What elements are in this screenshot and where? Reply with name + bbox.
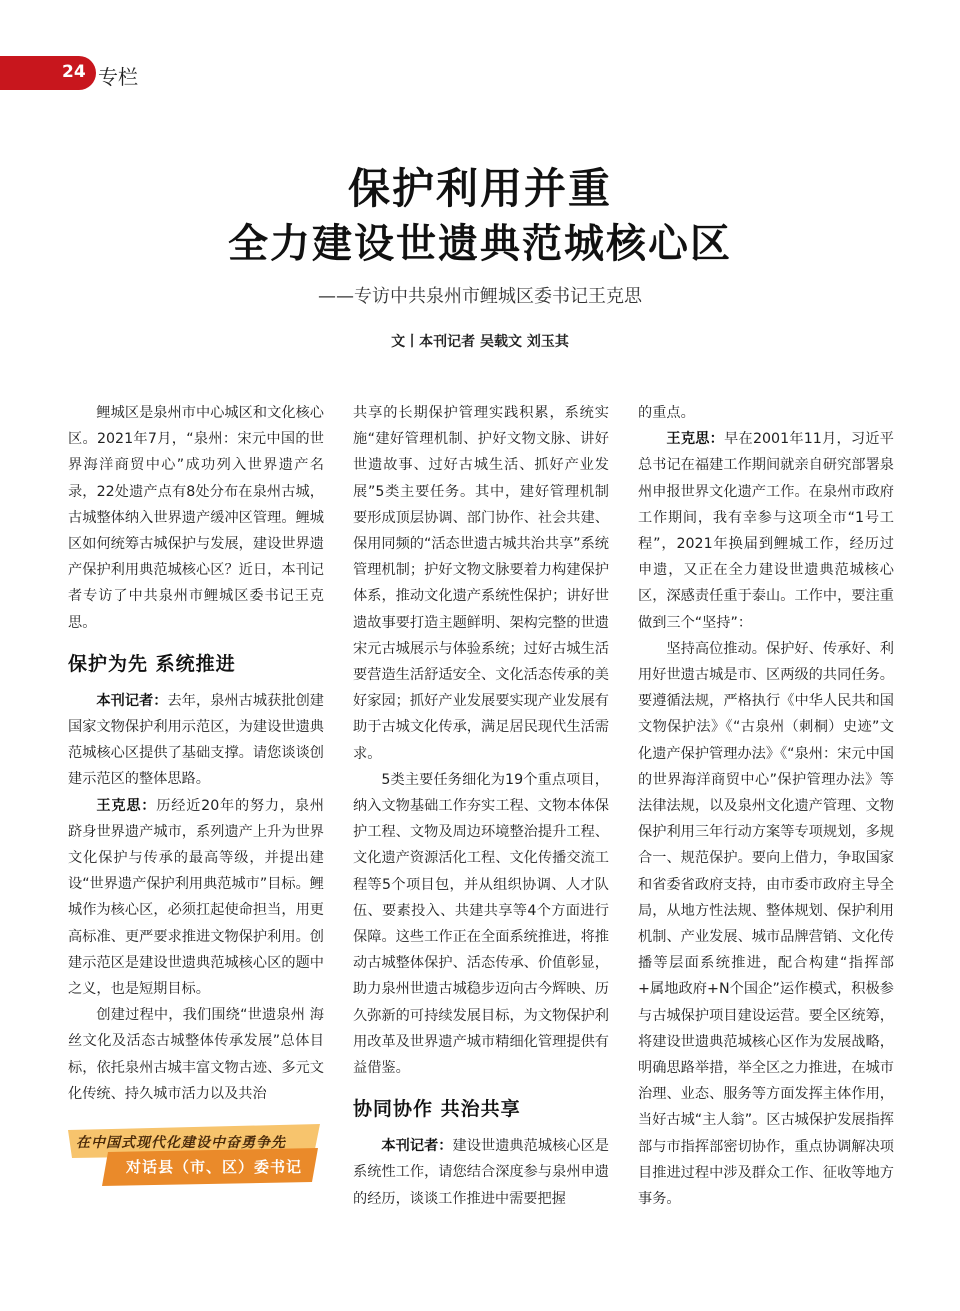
paragraph xyxy=(638,636,894,1212)
article-byline: 文丨本刊记者 吴载文 刘玉其 xyxy=(391,334,569,350)
section-heading-1: 保护为先 系统推进 xyxy=(68,652,236,675)
article-subtitle: ——专访中共泉州市鲤城区委书记王克思 xyxy=(318,286,642,307)
intro-paragraph: 鲤城区是泉州市中心城区和文化核心区。2021年7月，“泉州：宋元中国的世界海洋商贸中心”成功列入世界遗产名录，22处遗产点有8处分布在泉州古城，古城整体纳入世界遗产缓冲区管理。鲤城区如何统筹古城保护与发展，建设世界遗产保护利用典范城核心区？近日，本刊记者专访了中共泉州市鲤城区委书记王克思。 xyxy=(68,405,324,631)
section-label: 专栏 xyxy=(98,65,138,89)
banner-line2: 对话县（市、区）委书记 xyxy=(126,1158,303,1176)
answer-2 xyxy=(638,426,894,636)
paragraph-text: 保护好、传承好、利用好世遗古城是市、区两级的共同任务。要遵循法规，严格执行《中华人民共和国文物保护法》《“古泉州（刺桐）史迹”文化遗产保护管理办法》《“泉州：宋元中国的世界海洋商贸中心”保护管理办法》等法律法规，以及泉州文化遗产管理、文物保护利用三年行动方案等专项规划，多规合一、规范保护。要向上借力，争取国家和省委省政府支持，由市委市政府主导全局，从地方性法规、整体规划、保护利用机制、产业发展、城市品牌营销、文化传播等层面系统推进，配合构建“指挥部+属地政府+N个国企”运作模式，积极参与古城保护项目建设运营。要全区统筹，将建设世遗典范城核心区作为发展战略，明确思路举措，举全区之力推进，在城市治理、业态、服务等方面发挥主体作用，当好古城“主人翁”。区古城保护发展指挥部与市指挥部密切协作，重点协调解决项目推进过程中涉及群众工作、征收等地方事务。 xyxy=(638,640,894,1208)
lead-phrase: 坚持高位推动。 xyxy=(666,640,766,657)
paragraph: 5类主要任务细化为19个重点项目，纳入文物基础工作夯实工程、文物本体保护工程、文物及周边环境整治提升工程、文化遗产资源活化工程、文化传播交流工程等5个项目包，并从组织协调、人才队伍、要素投入、共建共享等4个方面进行保障。这些工作正在全面系统推进，将推动古城整体保护、活态传承、价值彰显，助力泉州世遗古城稳步迈向古今辉映、历久弥新的可持续发展目标，为文物保护利用改革及世界遗产城市精细化管理提供有益借鉴。 xyxy=(353,771,609,1077)
question-1-text: 去年，泉州古城获批创建国家文物保护利用示范区，为建设世遗典范城核心区提供了基础支撑。请您谈谈创建示范区的整体思路。 xyxy=(68,692,324,788)
section-heading-2: 协同协作 共治共享 xyxy=(353,1098,521,1121)
column-3 xyxy=(638,400,894,1212)
answer-2-text: 早在2001年11月，习近平总书记在福建工作期间就亲自研究部署泉州申报世界文化遗产工作。在泉州市政府工作期间，我有幸参与这项全市“1号工程”，2021年换届到鲤城工作，经历过申遗，又正在全力建设世遗典范城核心区，深感责任重于泰山。工作中，要注重做到三个“坚持”： xyxy=(638,431,894,631)
question-1 xyxy=(68,688,324,793)
banner-line1: 在中国式现代化建设中奋勇争先 xyxy=(76,1135,286,1151)
answer-2-speaker: 王克思： xyxy=(666,431,725,448)
answer-1 xyxy=(68,793,324,1003)
article-title-line2: 全力建设世遗典范城核心区 xyxy=(228,221,732,267)
question-1-speaker: 本刊记者： xyxy=(96,692,168,709)
column-1 xyxy=(68,400,324,1107)
question-2 xyxy=(353,1133,609,1212)
paragraph: 共享的长期保护管理实践积累，系统实施“建好管理机制、护好文物文脉、讲好世遗故事、过好古城生活、抓好产业发展”5类主要任务。其中，建好管理机制要形成顶层协调、部门协作、社会共建、保用同频的“活态世遗古城共治共享”系统管理机制；护好文物文脉要着力构建保护体系，推动文化遗产系统性保护；讲好世遗故事要打造主题鲜明、架构完整的世遗宋元古城展示与体验系统；过好古城生活要营造生活舒适安全、文化活态传承的美好家园；抓好产业发展要实现产业发展有助于古城文化传承，满足居民现代生活需求。 xyxy=(353,405,609,762)
question-2-speaker: 本刊记者： xyxy=(381,1138,453,1155)
series-banner xyxy=(68,1124,320,1186)
paragraph: 创建过程中，我们围绕“世遗泉州 海丝文化及活态古城整体传承发展”总体目标，依托泉州古城丰富文物古迹、多元文化传统、持久城市活力以及共治 xyxy=(68,1007,324,1102)
paragraph: 的重点。 xyxy=(638,405,695,421)
question-2-text: 建设世遗典范城核心区是系统性工作，请您结合深度参与泉州申遗的经历，谈谈工作推进中需要把握 xyxy=(353,1138,609,1207)
article-title-line1: 保护利用并重 xyxy=(347,164,612,213)
answer-1-speaker: 王克思： xyxy=(96,797,157,814)
column-2 xyxy=(353,400,609,1212)
answer-1-text: 历经近20年的努力，泉州跻身世界遗产城市，系列遗产上升为世界文化保护与传承的最高等级，并提出建设“世界遗产保护利用典范城市”目标。鲤城作为核心区，必须扛起使命担当，用更高标准、更严要求推进文物保护利用。创建示范区是建设世遗典范城核心区的题中之义，也是短期目标。 xyxy=(68,797,324,998)
page-number: 24 xyxy=(62,62,86,82)
